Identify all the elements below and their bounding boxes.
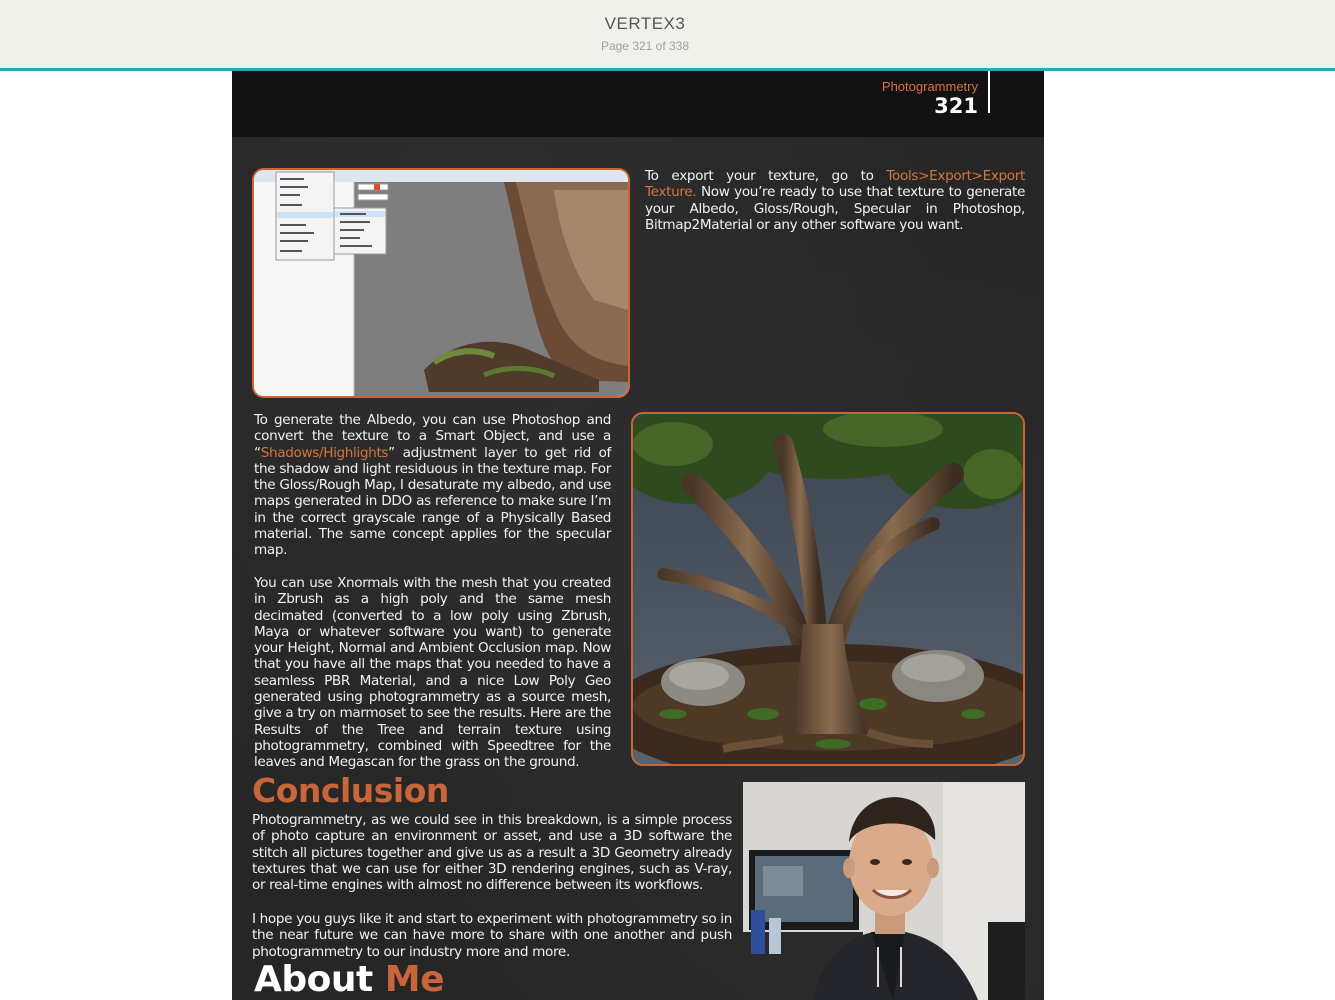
author-photo (743, 782, 1025, 1000)
page-header (232, 71, 1044, 137)
author-portrait (743, 782, 1025, 1000)
me-word: Me (384, 959, 444, 1000)
xnormals-paragraph: You can use Xnormals with the mesh that you created in Zbrush as a high poly and the same mesh decimated (converted to a low poly using Zbrush, Maya or whatever software you want) to generate your Height, Normal and Ambient Occlusion map. Now that you have all the maps that you needed to have a seamless PBR Material, and a nice Low Poly Geo generated using photogrammetry as a source mesh, give a try on marmoset to see the results. Here are the Results of the Tree and terrain texture using photogrammetry, combined with Speedtree for the leaves and Megascan for the grass on the ground. (254, 575, 611, 771)
page-number: 321 (934, 94, 978, 118)
section-title: Photogrammetry (881, 79, 978, 94)
about-word: About (254, 959, 373, 1000)
about-me-heading (254, 959, 444, 1000)
albedo-text-before: To generate the Albedo, you can use Photoshop and convert the texture to a Smart Object, and use a “ (254, 412, 611, 461)
page-indicator: Page 321 of 338 (600, 39, 690, 53)
export-menu-screenshot (252, 168, 630, 398)
tree-render-illustration (633, 414, 1023, 764)
shadows-highlights-term: Shadows/Highlights (260, 444, 389, 461)
viewer-toolbar (0, 0, 1335, 71)
export-text-before: To export your texture, go to (645, 168, 887, 184)
conclusion-heading: Conclusion (252, 771, 449, 810)
conclusion-paragraph-1: Photogrammetry, as we could see in this breakdown, is a simple process of photo capture an environment or asset, and use a 3D software the stitch all pictures together and give us as a result a 3D Geometry already textures that we can use for either 3D rendering engines, such as V-ray, or real-time engines with almost no difference between its workflows. (252, 812, 732, 894)
tree-render-image (631, 412, 1025, 766)
export-text-after: Now you’re ready to use that texture to generate your Albedo, Gloss/Rough, Specular in Photoshop, Bitmap2Material or any other software you want. (645, 184, 1025, 233)
magazine-page (232, 71, 1044, 1000)
albedo-text-after: ” adjustment layer to get rid of the shadow and light residuous in the texture map. For the Gloss/Rough Map, I desaturate my albedo, and use maps generated in DDO as reference to make sure I’m in the correct grayscale range of a Physically Based material. The same concept applies for the specular map. (254, 444, 611, 559)
export-paragraph (645, 168, 1025, 233)
export-menu-path: Tools>Export>Export Texture. (645, 168, 1025, 201)
albedo-paragraph (254, 412, 611, 559)
header-divider (988, 71, 990, 113)
document-title: VERTEX3 (604, 14, 686, 33)
conclusion-paragraph-2: I hope you guys like it and start to experiment with photogrammetry so in the near future we can have more to share with one another and push photogrammetry to our industry more and more. (252, 911, 732, 960)
export-menu-illustration (254, 170, 628, 396)
